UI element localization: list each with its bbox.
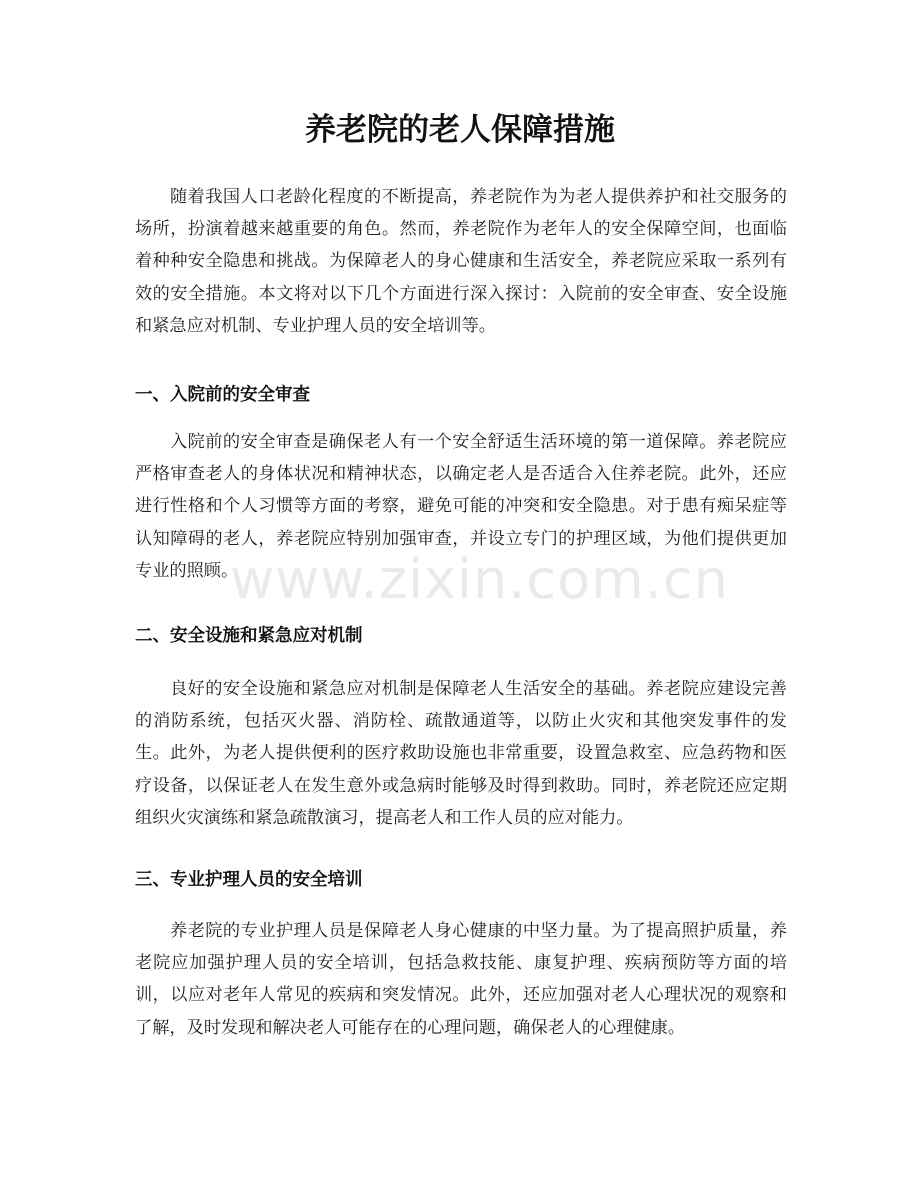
watermark: www.zixin.com.cn <box>230 548 729 611</box>
section-body-3: 养老院的专业护理人员是保障老人身心健康的中坚力量。为了提高照护质量，养老院应加强护理人员的安全培训，包括急救技能、康复护理、疾病预防等方面的培训，以应对老年人常见的疾病和突发情况。此外，还应加强对老人心理状况的观察和了解，及时发现和解决老人可能存在的心理问题，确保老人的心理健康。 <box>135 921 787 1038</box>
page-title: 养老院的老人保障措施 <box>305 112 615 148</box>
section-body-2: 良好的安全设施和紧急应对机制是保障老人生活安全的基础。养老院应建设完善的消防系统，包括灭火器、消防栓、疏散通道等，以防止火灾和其他突发事件的发生。此外，为老人提供便利的医疗救助设施也非常重要，设置急救室、应急药物和医疗设备，以保证老人在发生意外或急病时能够及时得到救助。同时，养老院还应定期组织火灾演练和紧急疏散演习，提高老人和工作人员的应对能力。 <box>135 679 787 828</box>
intro-paragraph: 随着我国人口老龄化程度的不断提高，养老院作为为老人提供养护和社交服务的场所，扮演着越来越重要的角色。然而，养老院作为老年人的安全保障空间，也面临着种种安全隐患和挑战。为保障老人的身心健康和生活安全，养老院应采取一系列有效的安全措施。本文将对以下几个方面进行深入探讨：入院前的安全审查、安全设施和紧急应对机制、专业护理人员的安全培训等。 <box>135 187 787 336</box>
section-heading-2: 二、安全设施和紧急应对机制 <box>135 626 363 646</box>
section-heading-1: 一、入院前的安全审查 <box>135 385 310 405</box>
section-heading-3: 三、专业护理人员的安全培训 <box>135 870 363 890</box>
section-body-1: 入院前的安全审查是确保老人有一个安全舒适生活环境的第一道保障。养老院应严格审查老人的身体状况和精神状态，以确定老人是否适合入住养老院。此外，还应进行性格和个人习惯等方面的考察，避免可能的冲突和安全隐患。对于患有痴呆症等认知障碍的老人，养老院应特别加强审查，并设立专门的护理区域，为他们提供更加专业的照顾。 <box>135 432 787 581</box>
